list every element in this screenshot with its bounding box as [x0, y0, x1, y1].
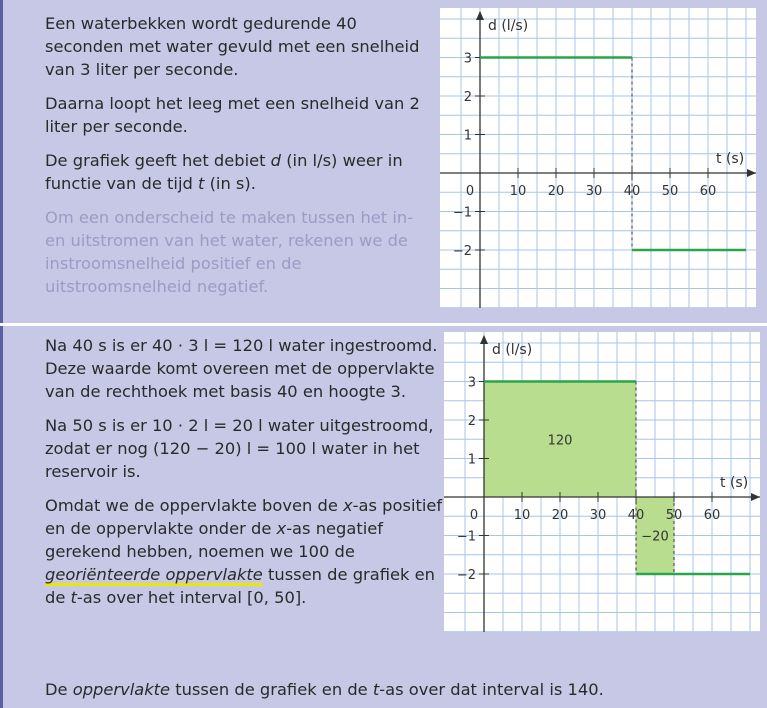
y-axis-arrow: [476, 11, 484, 20]
text-run: -as positief en de oppervlakte onder de: [45, 496, 443, 538]
bottom-paragraph-1: Na 40 s is er 40 · 3 l = 120 l water ingestroomd. Deze waarde komt overeen met de oppervlakte van de rechthoek met basis 40 en hoogte 3.: [45, 336, 438, 401]
text-run: -as over het interval [0, 50].: [76, 588, 307, 607]
y-axis-title: d (l/s): [492, 342, 533, 358]
bottom-paragraph-2: Na 50 s is er 10 · 2 l = 20 l water uitgestroomd, zodat er nog (120 − 20) l = 100 l water in het reservoir is.: [45, 416, 434, 481]
x-tick-label: 30: [589, 508, 607, 523]
y-tick-label: −2: [456, 568, 476, 583]
var-t: t: [198, 174, 205, 193]
x-tick-label: 10: [509, 184, 527, 199]
x-axis-arrow: [747, 169, 756, 177]
y-tick-label: 1: [463, 128, 472, 144]
bottom-paragraph-3: [45, 494, 445, 609]
area-label: 120: [547, 433, 573, 449]
debiet-graph-bottom: [444, 332, 760, 632]
x-tick-label: 60: [699, 184, 717, 199]
area-label: −20: [641, 529, 669, 545]
text-run: Omdat we de oppervlakte boven de: [45, 496, 344, 515]
text-run: -as negatief gerekend hebben, noemen we 100 de: [45, 519, 384, 561]
y-tick-label: 2: [467, 414, 476, 429]
y-tick-label: −1: [452, 205, 472, 221]
y-tick-label: 1: [467, 452, 476, 468]
x-tick-label: 50: [661, 184, 679, 199]
x-axis-arrow: [751, 493, 760, 501]
var-x: x: [276, 519, 287, 538]
debiet-graph-bottom-svg: [444, 332, 760, 632]
y-tick-label: −1: [456, 529, 476, 545]
text-run: -as over dat interval is 140.: [379, 680, 604, 699]
top-paragraph-1: Een waterbekken wordt gedurende 40 seconden met water gevuld met een snelheid van 3 liter per seconde.: [45, 14, 420, 79]
text-run: De grafiek geeft het debiet: [45, 151, 271, 170]
text-run: tussen de grafiek en de: [170, 680, 373, 699]
text-run: (in l/s) weer in functie van de tijd: [45, 151, 403, 193]
bottom-text: [45, 334, 445, 620]
debiet-graph-top-svg: [440, 8, 756, 308]
y-tick-label: 3: [463, 51, 472, 67]
text-run: (in s).: [204, 174, 256, 193]
x-axis-title: t (s): [716, 151, 745, 167]
var-t: t: [70, 588, 77, 607]
text-run: De: [45, 680, 73, 699]
x-tick-label: 40: [627, 508, 645, 523]
var-t: t: [372, 680, 380, 699]
highlighted-term: georiënteerde oppervlakte: [45, 565, 263, 584]
y-tick-label: −2: [452, 244, 472, 259]
term-oppervlakte: oppervlakte: [72, 680, 171, 699]
y-tick-label: 3: [467, 375, 476, 391]
debiet-graph-top: [440, 8, 756, 308]
conclusion-line: [45, 680, 765, 699]
x-tick-label: 40: [623, 184, 641, 199]
var-x: x: [343, 496, 353, 515]
x-tick-label: 60: [703, 508, 721, 523]
x-axis-title: t (s): [720, 475, 749, 491]
text-run: tussen de grafiek en de: [45, 565, 435, 607]
top-paragraph-4: Om een onderscheid te maken tussen het in- en uitstromen van het water, rekenen we de instroomsnelheid positief en de uitstroomsnelheid negatief.: [45, 208, 414, 296]
top-paragraph-3: [45, 149, 430, 195]
y-axis-arrow: [480, 335, 488, 344]
bottom-panel: [0, 326, 767, 708]
top-text: [45, 12, 430, 309]
top-paragraph-2: Daarna loopt het leeg met een snelheid van 2 liter per seconde.: [45, 94, 420, 136]
y-tick-label: 2: [463, 90, 472, 105]
y-axis-title: d (l/s): [488, 18, 529, 34]
top-panel: [0, 0, 767, 323]
var-d: d: [270, 151, 282, 170]
x-tick-label: 20: [551, 508, 569, 523]
x-tick-label: 0: [469, 508, 479, 523]
x-tick-label: 50: [665, 508, 683, 523]
x-tick-label: 10: [513, 508, 531, 523]
x-tick-label: 0: [465, 184, 475, 199]
x-tick-label: 30: [585, 184, 603, 199]
x-tick-label: 20: [547, 184, 565, 199]
